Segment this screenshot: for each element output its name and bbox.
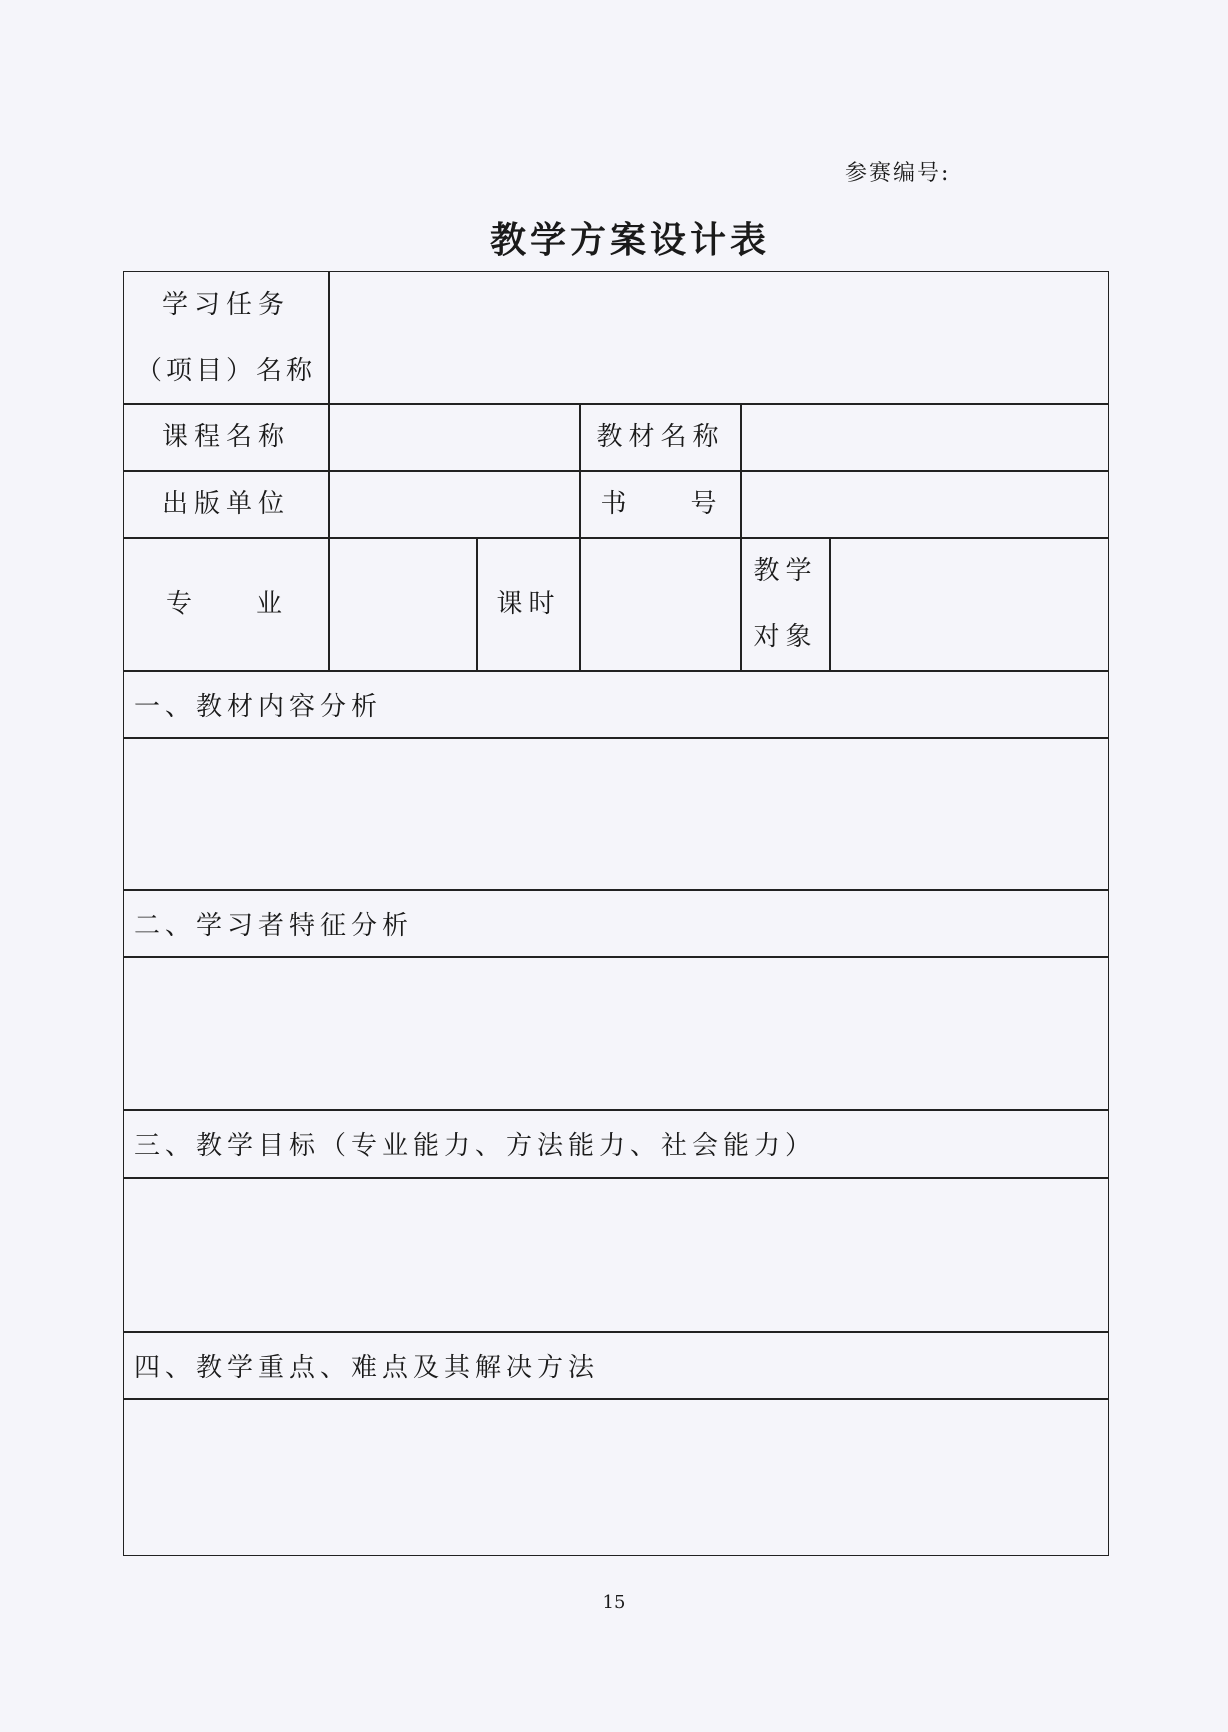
textbook-name-field[interactable] [742, 404, 1108, 470]
publisher-label: 出版单位 [161, 489, 290, 519]
major-label: 专 业 [165, 589, 286, 619]
book-number-label: 书 号 [600, 489, 721, 519]
section-heading-content-analysis: 一、教材内容分析 [134, 691, 383, 722]
section-teaching-objectives-field[interactable] [124, 1179, 1108, 1331]
page-number: 15 [602, 1592, 626, 1613]
course-name-field[interactable] [330, 404, 579, 470]
book-number-field[interactable] [742, 471, 1108, 537]
entry-number-label: 参赛编号: [845, 161, 951, 186]
audience-label [742, 538, 829, 670]
task-name-label-line2: （项目）名称 [135, 355, 316, 386]
major-field[interactable] [330, 538, 476, 670]
section-content-analysis-field[interactable] [124, 739, 1108, 889]
hours-field[interactable] [581, 538, 740, 670]
audience-field[interactable] [831, 538, 1108, 670]
task-name-label-line1: 学习任务 [161, 289, 290, 320]
section-heading-teaching-objectives: 三、教学目标（专业能力、方法能力、社会能力） [134, 1131, 817, 1161]
section-key-points-field[interactable] [124, 1400, 1108, 1554]
section-heading-key-points: 四、教学重点、难点及其解决方法 [134, 1352, 600, 1383]
publisher-field[interactable] [330, 471, 579, 537]
audience-label-line1: 教学 [753, 556, 818, 586]
audience-label-line2: 对象 [753, 622, 818, 652]
task-name-label [124, 272, 328, 403]
hours-label: 课时 [496, 589, 561, 619]
section-learner-analysis-field[interactable] [124, 958, 1108, 1109]
textbook-name-label: 教材名称 [596, 422, 725, 452]
section-heading-learner-analysis: 二、学习者特征分析 [134, 910, 414, 941]
course-name-label: 课程名称 [161, 422, 290, 452]
document-title: 教学方案设计表 [489, 219, 770, 261]
task-name-field[interactable] [330, 272, 1108, 403]
